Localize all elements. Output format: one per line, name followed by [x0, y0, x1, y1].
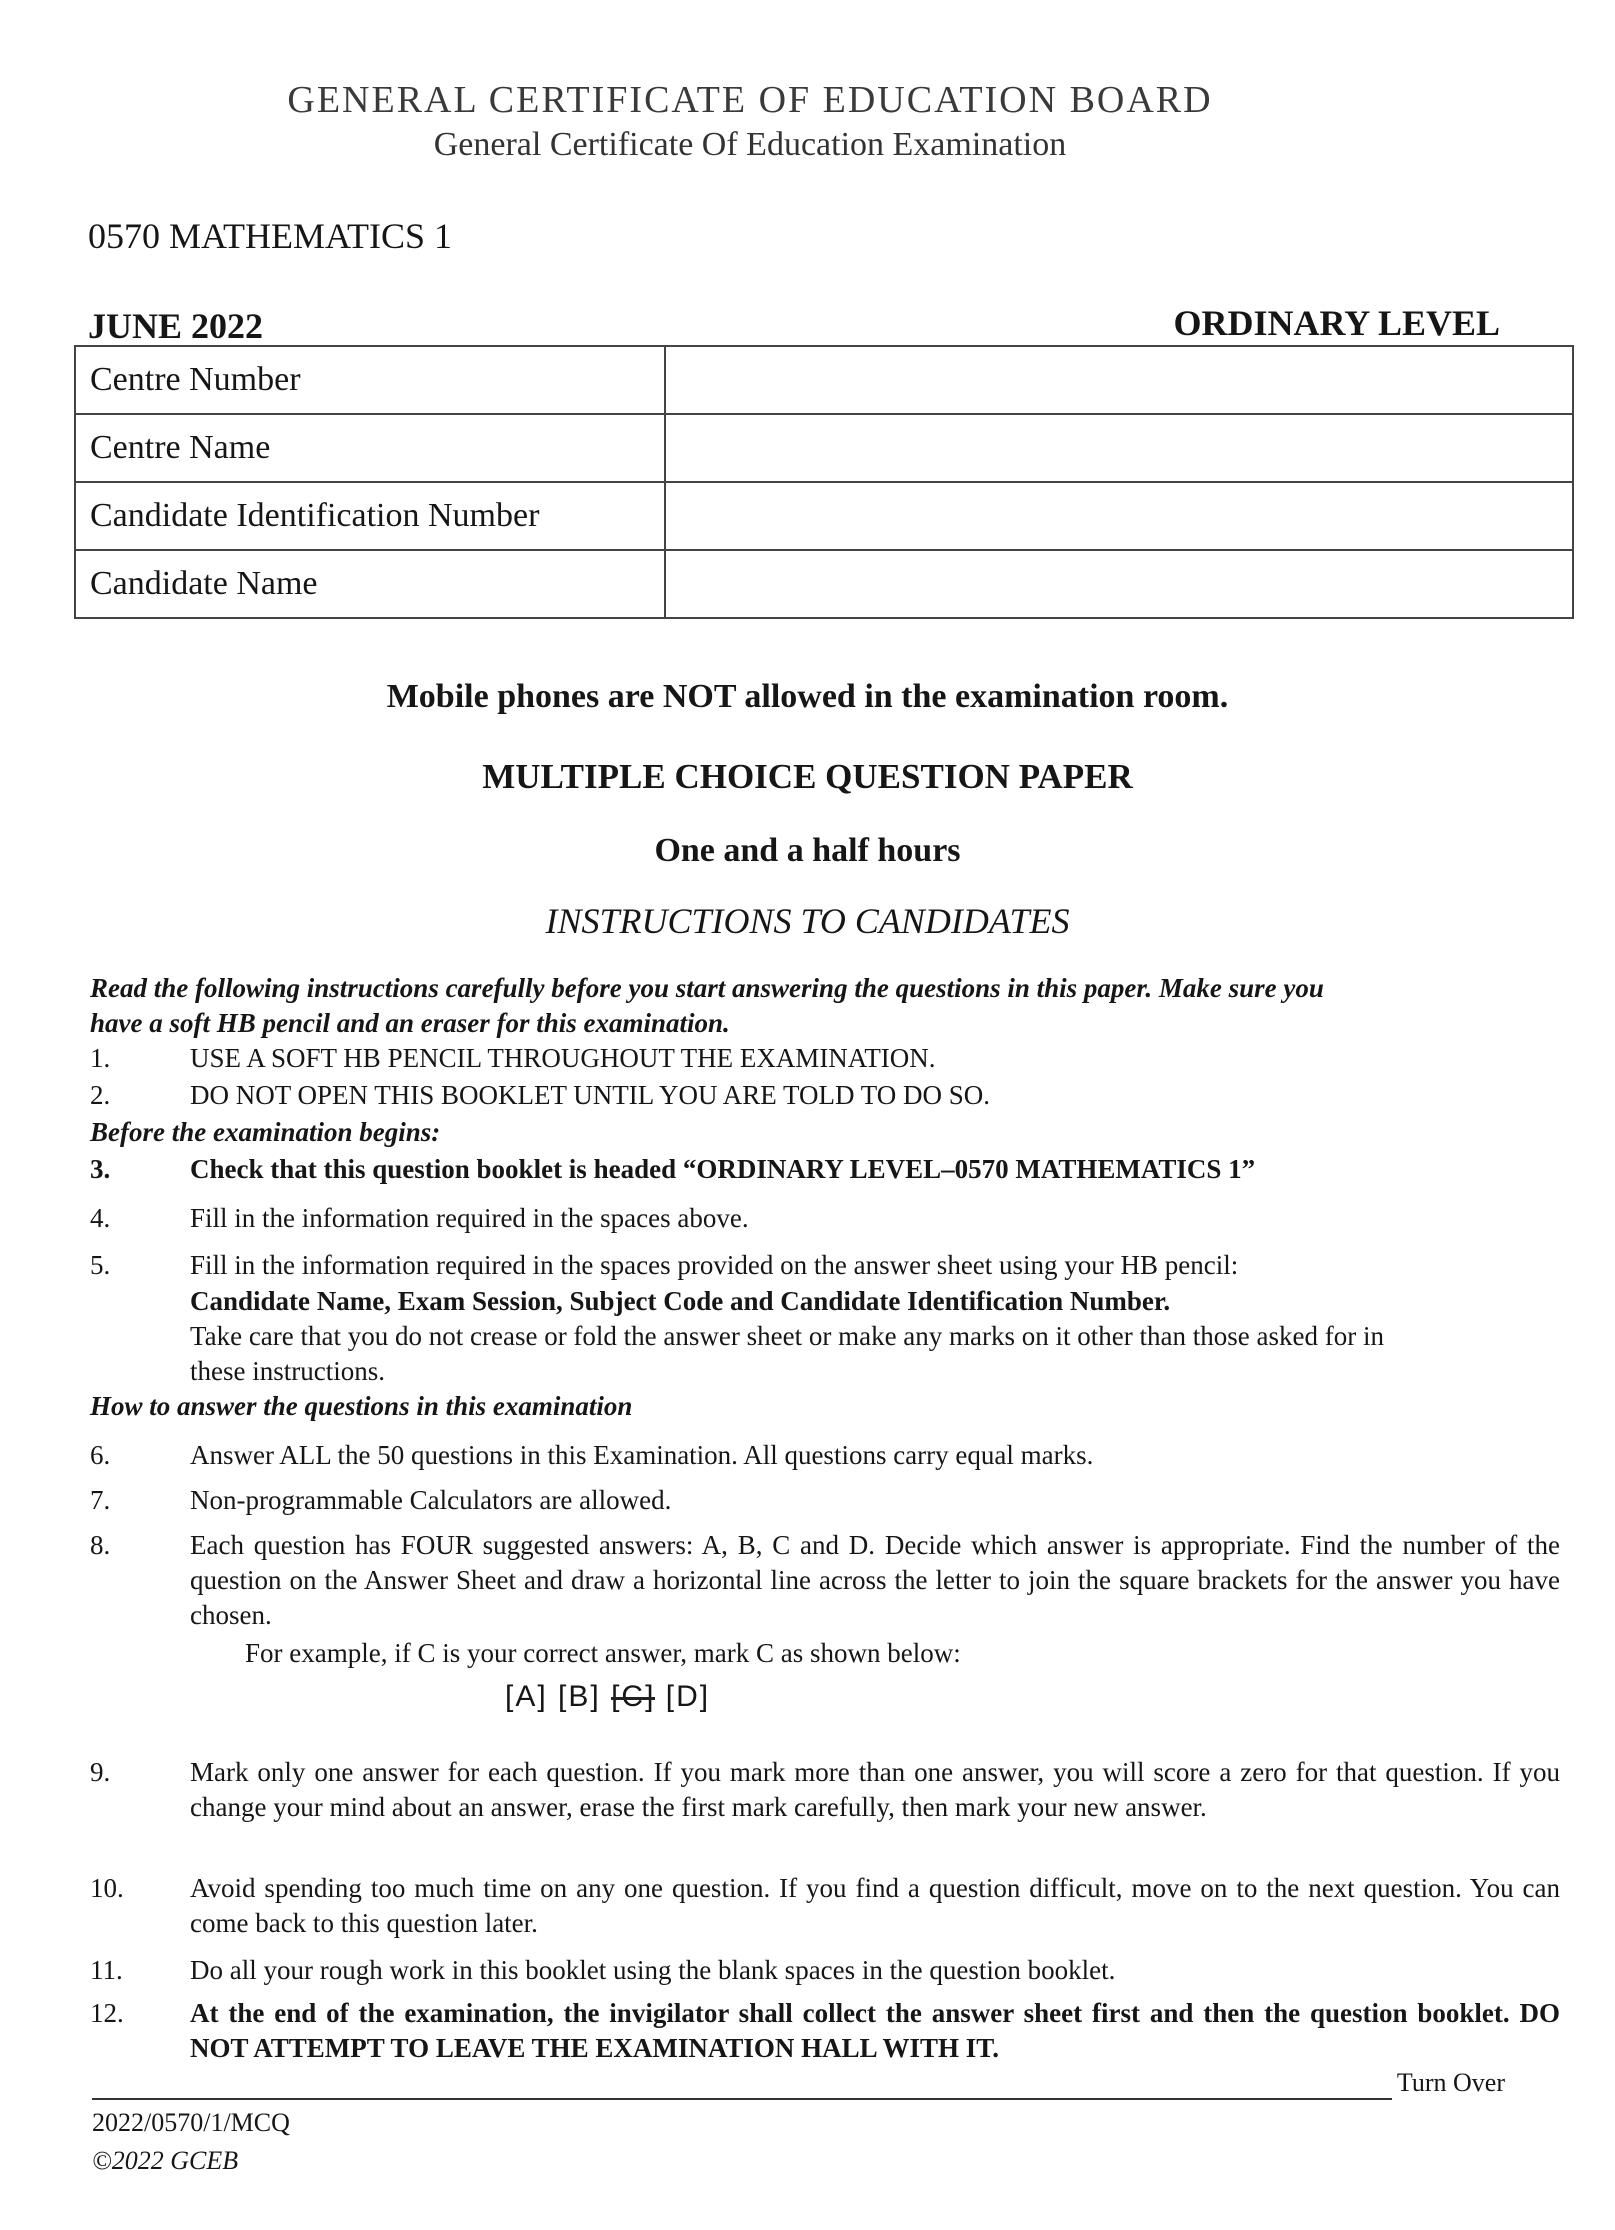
- instruction-6: Answer ALL the 50 questions in this Examination. All questions carry equal marks.: [190, 1440, 1094, 1470]
- duration: One and a half hours: [654, 832, 961, 869]
- copyright: ©2022 GCEB: [92, 2146, 239, 2175]
- item-number: 6.: [90, 1440, 111, 1470]
- item-number: 10.: [90, 1873, 124, 1903]
- exam-session: JUNE 2022: [88, 306, 264, 346]
- exam-title: General Certificate Of Education Examination: [433, 126, 1067, 163]
- instruction-5-fields: Candidate Name, Exam Session, Subject Code and Candidate Identification Number.: [190, 1286, 1171, 1316]
- centre-number-field[interactable]: [665, 346, 1573, 414]
- item-number: 11.: [90, 1955, 123, 1985]
- instruction-1: USE A SOFT HB PENCIL THROUGHOUT THE EXAMINATION.: [190, 1043, 936, 1073]
- instruction-12: At the end of the examination, the invigilator shall collect the answer sheet first and then the question booklet. DO NOT ATTEMPT TO LEAVE THE EXAMINATION HALL WITH IT.: [190, 1998, 1560, 2063]
- instruction-9: Mark only one answer for each question. If you mark more than one answer, you will score a zero for that question. If you change your mind about an answer, erase the first mark carefully, then mark your new answer.: [190, 1757, 1560, 1822]
- example-answer-marks: [505, 1680, 710, 1714]
- intro-line: Read the following instructions carefully before you start answering the questions in this paper. Make sure you: [90, 973, 1324, 1003]
- mobile-phone-notice: Mobile phones are NOT allowed in the examination room.: [386, 678, 1229, 715]
- item-number: 1.: [90, 1043, 111, 1073]
- turn-over: Turn Over: [1396, 2068, 1505, 2097]
- paper-type: MULTIPLE CHOICE QUESTION PAPER: [482, 757, 1133, 796]
- centre-name-field[interactable]: [665, 414, 1573, 482]
- candidate-id-label: Candidate Identification Number: [75, 482, 665, 550]
- instructions-title: INSTRUCTIONS TO CANDIDATES: [545, 901, 1070, 941]
- item-number: 2.: [90, 1080, 111, 1110]
- example-option-d: [D]: [665, 1680, 711, 1713]
- instruction-3: Check that this question booklet is headed “ORDINARY LEVEL–0570 MATHEMATICS 1”: [190, 1154, 1256, 1184]
- instruction-11: Do all your rough work in this booklet using the blank spaces in the question booklet.: [190, 1955, 1116, 1985]
- centre-number-label: Centre Number: [75, 346, 665, 414]
- example-option-a: [A]: [505, 1680, 548, 1713]
- item-number: 3.: [90, 1154, 111, 1184]
- footer-divider: [92, 2098, 1392, 2100]
- table-row: [75, 550, 1573, 618]
- instruction-7: Non-programmable Calculators are allowed.: [190, 1485, 672, 1515]
- exam-level: ORDINARY LEVEL: [1173, 303, 1500, 343]
- instruction-10: Avoid spending too much time on any one question. If you find a question difficult, move on to the next question. You can come back to this question later.: [190, 1873, 1560, 1938]
- candidate-name-label: Candidate Name: [75, 550, 665, 618]
- item-number: 9.: [90, 1757, 111, 1787]
- candidate-id-field[interactable]: [665, 482, 1573, 550]
- example-option-c-marked: [C]: [611, 1680, 656, 1713]
- instruction-5-care: Take care that you do not crease or fold the answer sheet or make any marks on it other than those asked for in: [190, 1321, 1384, 1351]
- instruction-4: Fill in the information required in the spaces above.: [190, 1203, 749, 1233]
- subject-code: 0570 MATHEMATICS 1: [88, 216, 453, 256]
- table-row: [75, 346, 1573, 414]
- board-title: GENERAL CERTIFICATE OF EDUCATION BOARD: [287, 79, 1213, 121]
- item-number: 4.: [90, 1203, 111, 1233]
- candidate-name-field[interactable]: [665, 550, 1573, 618]
- intro-line: have a soft HB pencil and an eraser for this examination.: [90, 1008, 730, 1038]
- item-number: 12.: [90, 1998, 124, 2028]
- item-number: 5.: [90, 1250, 111, 1280]
- example-option-b: [B]: [558, 1680, 601, 1713]
- item-number: 8.: [90, 1530, 111, 1560]
- instruction-5: Fill in the information required in the spaces provided on the answer sheet using your HB pencil:: [190, 1250, 1239, 1280]
- before-exam-heading: Before the examination begins:: [90, 1117, 441, 1147]
- item-number: 7.: [90, 1485, 111, 1515]
- candidate-info-table: [74, 345, 1574, 619]
- how-to-answer-heading: How to answer the questions in this examination: [90, 1391, 633, 1421]
- instruction-8: Each question has FOUR suggested answers: A, B, C and D. Decide which answer is appropriate. Find the number of the question on the Answer Sheet and draw a horizontal line across the letter to join the square brackets for the answer you have chosen.: [190, 1530, 1560, 1630]
- instruction-2: DO NOT OPEN THIS BOOKLET UNTIL YOU ARE TOLD TO DO SO.: [190, 1080, 991, 1110]
- paper-code: 2022/0570/1/MCQ: [92, 2108, 290, 2137]
- instruction-8-example: For example, if C is your correct answer, mark C as shown below:: [245, 1638, 961, 1668]
- table-row: [75, 414, 1573, 482]
- centre-name-label: Centre Name: [75, 414, 665, 482]
- instruction-5-end: these instructions.: [190, 1356, 385, 1386]
- table-row: [75, 482, 1573, 550]
